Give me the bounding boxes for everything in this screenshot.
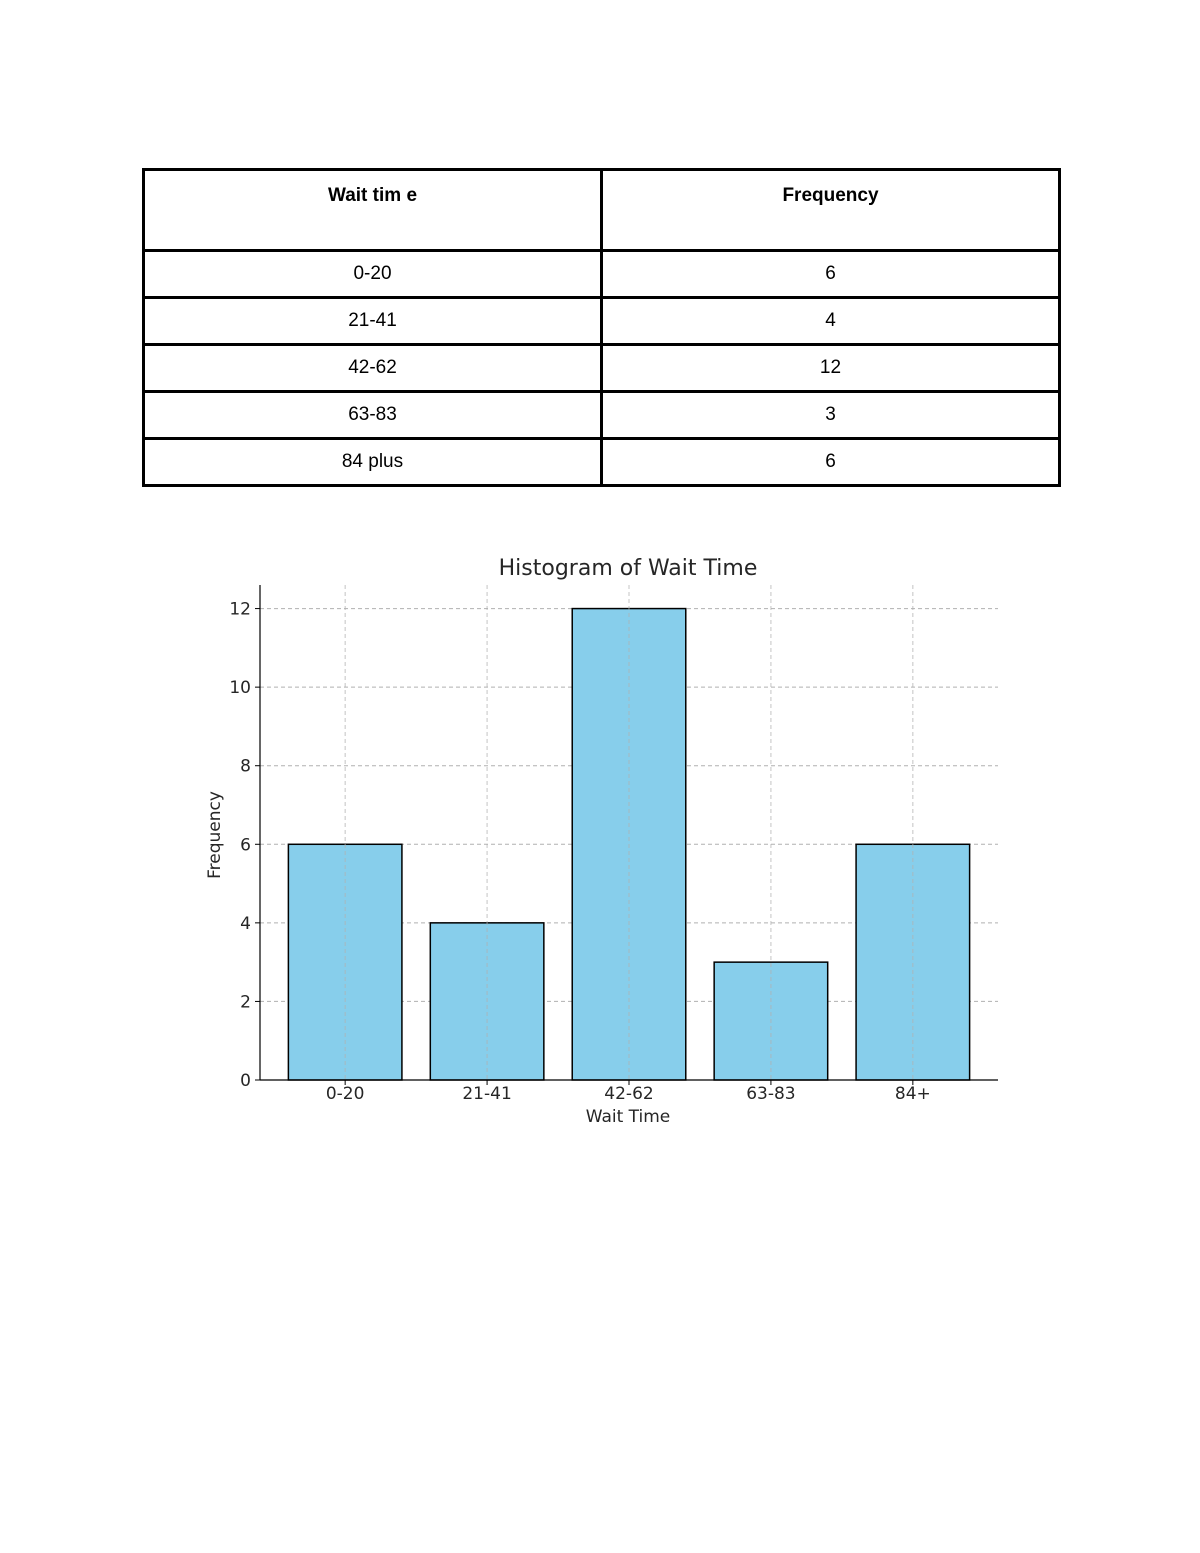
- frequency-table: [142, 168, 1061, 487]
- y-tick-label: 2: [240, 992, 251, 1013]
- y-tick-label: 8: [240, 756, 251, 777]
- wait-time-cell: 63-83: [144, 392, 602, 439]
- y-tick-label: 10: [229, 678, 251, 699]
- table-row: [144, 392, 1060, 439]
- histogram-chart: [0, 540, 1200, 1140]
- wait-time-cell: 21-41: [144, 298, 602, 345]
- frequency-cell: 6: [602, 251, 1060, 298]
- wait-time-cell: 0-20: [144, 251, 602, 298]
- y-tick-label: 6: [240, 835, 251, 856]
- x-tick-labels: [326, 1084, 931, 1104]
- header-frequency: Frequency: [602, 170, 1060, 251]
- x-axis-label: Wait Time: [585, 1107, 671, 1127]
- table-row: [144, 439, 1060, 486]
- chart-title: Histogram of Wait Time: [498, 556, 758, 581]
- wait-time-cell: 84 plus: [144, 439, 602, 486]
- y-axis-label: Frequency: [205, 791, 225, 879]
- x-tick-label: 63-83: [746, 1084, 796, 1104]
- table-row: [144, 298, 1060, 345]
- x-tick-label: 42-62: [604, 1084, 654, 1104]
- frequency-cell: 4: [602, 298, 1060, 345]
- x-tick-label: 0-20: [325, 1084, 365, 1104]
- x-tick-label: 84+: [894, 1084, 931, 1104]
- y-tick-label: 4: [240, 913, 251, 934]
- table-row: [144, 345, 1060, 392]
- header-wait-time: Wait tim e: [144, 170, 602, 251]
- wait-time-cell: 42-62: [144, 345, 602, 392]
- y-tick-label: 12: [229, 599, 251, 620]
- x-tick-label: 21-41: [462, 1084, 512, 1104]
- frequency-cell: 6: [602, 439, 1060, 486]
- y-tick-labels: [229, 600, 251, 1091]
- table-row: [144, 251, 1060, 298]
- frequency-cell: 3: [602, 392, 1060, 439]
- frequency-cell: 12: [602, 345, 1060, 392]
- y-tick-label: 0: [240, 1071, 251, 1091]
- table-header-row: [144, 170, 1060, 251]
